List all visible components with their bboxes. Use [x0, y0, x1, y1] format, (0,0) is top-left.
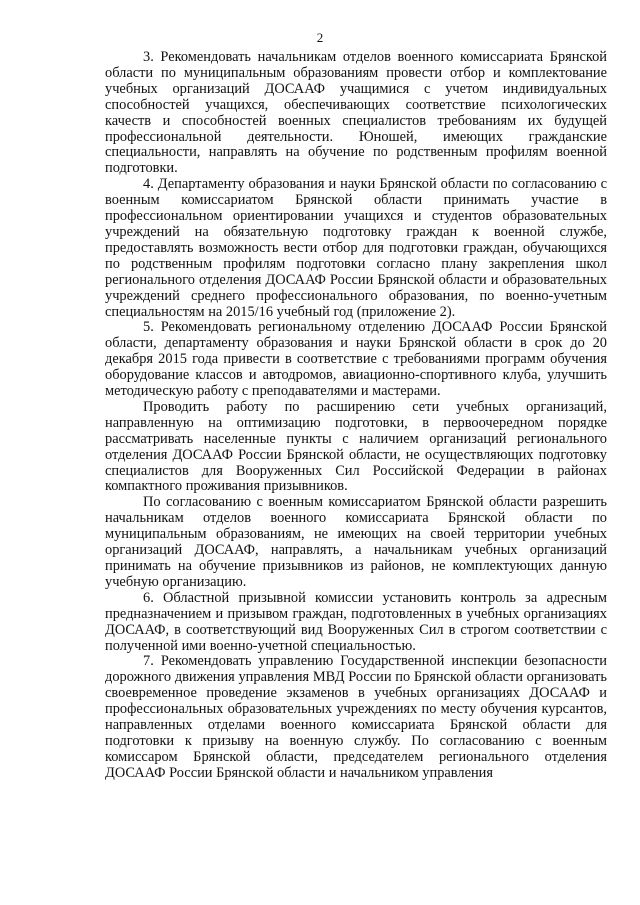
paragraph-7: 7. Рекомендовать управлению Государственной инспекции безопасности дорожного движения управления МВД России по Брянской области организовать своевременное проведение экзаменов в учебных организациях ДОСААФ и профессиональных образовательных учреждениях по месту обучения курсантов, направленных отделами военного комиссариата Брянской области для подготовки к призыву на военную службу. По согласованию с военным комиссаром Брянской области, председателем регионального отделения ДОСААФ России Брянской области и начальником управления	[105, 653, 607, 781]
paragraph-6: 6. Областной призывной комиссии установить контроль за адресным предназначением и призывом граждан, подготовленных в учебных организациях ДОСААФ, в соответствующий вид Вооруженных Сил в строгом соответствии с полученной ими военно-учетной специальностью.	[105, 589, 607, 654]
page-number: 2	[316, 30, 324, 45]
paragraph-5: 5. Рекомендовать региональному отделению ДОСААФ России Брянской области, департаменту образования и науки Брянской области в срок до 20 декабря 2015 года привести в соответствие с требованиями программ обучения оборудование классов и автодромов, авиационно-спортивного клуба, улучшить методическую работу с преподавателями и мастерами.	[105, 319, 607, 400]
paragraph-5-agreement: По согласованию с военным комиссариатом Брянской области разрешить начальникам отделов военного комиссариата Брянской области по муниципальным образованиям, не имеющих на своей территории учебных организаций ДОСААФ, направлять, а начальникам учебных организаций принимать на обучение призывников из районов, не комплектующих данную учебную организацию.	[105, 494, 607, 590]
paragraph-5-network: Проводить работу по расширению сети учебных организаций, направленную на оптимизацию подготовки, в первоочередном порядке рассматривать населенные пункты с наличием организаций регионального отделения ДОСААФ России Брянской области, не осуществляющих подготовку специалистов для Вооруженных Сил Российской Федерации в районах компактного проживания призывников.	[105, 398, 607, 495]
document-body	[105, 50, 607, 782]
paragraph-3: 3. Рекомендовать начальникам отделов военного комиссариата Брянской области по муниципальным образованиям провести отбор и комплектование учебных организаций ДОСААФ учащимися с учетом индивидуальных способностей учащихся, обеспечивающих соответствие психологических качеств и способностей военных специалистов требованиям их будущей профессиональной деятельности. Юношей, имеющих гражданские специальности, направлять на обучение по родственным профилям военной подготовки.	[105, 49, 607, 177]
paragraph-4: 4. Департаменту образования и науки Брянской области по согласованию с военным комиссариатом Брянской области принимать участие в профессиональном ориентировании учащихся и студентов образовательных учреждений на обязательную подготовку граждан к военной службе, предоставлять возможность вести отбор для подготовки граждан, обучающихся по родственным профилям подготовки согласно плану закрепления школ регионального отделения ДОСААФ России Брянской области и образовательных учреждений среднего профессионального образования, по военно-учетным специальностям на 2015/16 учебный год (приложение 2).	[105, 176, 607, 320]
